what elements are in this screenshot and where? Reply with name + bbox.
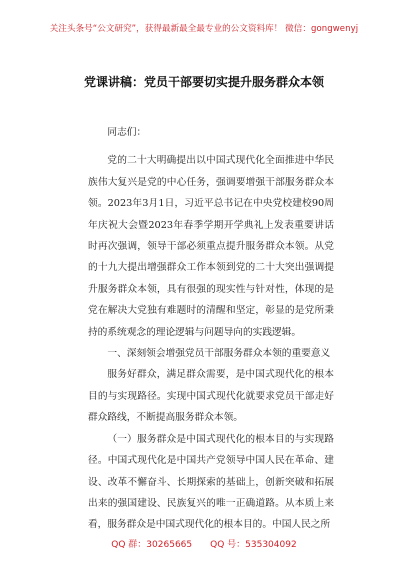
promo-header-note: 关注头条号“公文研究”，获得最新最全最专业的公文资料库！ 微信：gongwenyj <box>49 24 359 34</box>
qq-number-label: QQ 号：535304092 <box>210 540 297 550</box>
body-paragraph: 服务好群众，满足群众需要，是中国式现代化的根本目的与实现路径。实现中国式现代化就要求党员干部走好群众路线，不断提高服务群众本领。 <box>88 369 334 424</box>
section-heading: 一、深刻领会增强党员干部服务群众本领的重要意义 <box>107 348 331 360</box>
document-title: 党课讲稿：党员干部要切实提升服务群众本领 <box>83 75 324 89</box>
qq-group-label: QQ 群：30265665 <box>111 540 193 550</box>
body-paragraph: 党的二十大明确提出以中国式现代化全面推进中华民族伟大复兴是党的中心任务，强调要增强干部服务群众本领。2023年3月1日，习近平总书记在中央党校建校90周年庆祝大会暨2023年春季学期开学典礼上发表重要讲话时再次强调，领导干部必须重点提升服务群众本领。从党的十九大提出增强群众工作本领到党的二十大突出强调提升服务群众本领，具有很强的现实性与针对性，体现的是党在解决大党独有难题时的清醒和坚定，彰显的是党所秉持的系统观念的理论逻辑与问题导向的实践逻辑。 <box>88 155 334 338</box>
salutation: 同志们： <box>107 127 147 138</box>
contact-footer <box>0 537 408 550</box>
document-body <box>88 122 334 536</box>
body-paragraph: （一）服务群众是中国式现代化的根本目的与实现路径。中国式现代化是中国共产党领导中国人民在革命、建设、改革不懈奋斗、长期探索的基础上，创新突破和拓展出来的强国建设、民族复兴的唯一正确道路。从本质上来看，服务群众是中国式现代化的根本目的。中国人民之所 <box>88 433 334 531</box>
